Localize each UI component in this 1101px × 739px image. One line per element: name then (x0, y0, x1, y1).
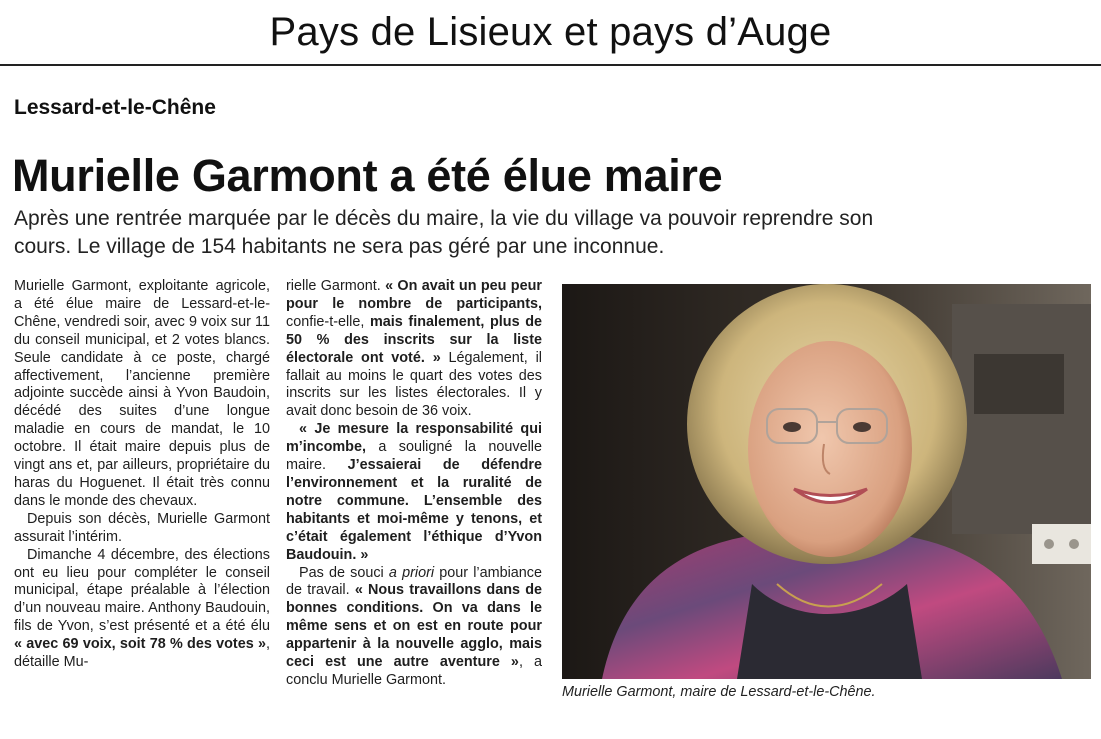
col2-p1-end: Légalement, il fallait au moins le quart des votes des inscrits sur les listes électorales. Il y avait donc besoin de 36 voix. (286, 349, 542, 420)
col2-p1-mid: confie-t-elle, (286, 313, 370, 330)
article-column-1 (14, 278, 270, 672)
col2-p2-quote-2: J’essaierai de défendre l’environnement et la ruralité de notre commune. L’ensemble des habitants et moi-même y tenons, et c’était également l’éthique d’Yvon Baudouin. » (286, 457, 542, 563)
article-standfirst: Après une rentrée marquée par le décès du maire, la vie du village va pouvoir reprendre son cours. Le village de 154 habitants ne sera pas géré par une inconnue. (14, 207, 874, 258)
col2-p3-start: Pas de souci (299, 564, 389, 581)
section-banner: Pays de Lisieux et pays d’Auge (269, 10, 832, 54)
col2-p1-quote-1: « On avait un peu peur pour le nombre de participants, (286, 278, 542, 312)
portrait-illustration (562, 284, 1091, 679)
col2-p1-start: rielle Garmont. (286, 278, 386, 294)
col1-p3-quote: « avec 69 voix, soit 78 % des votes » (14, 636, 266, 653)
col1-paragraph-2: Depuis son décès, Murielle Garmont assurait l’intérim. (14, 510, 270, 545)
col1-p3-end: , détaille Mu- (14, 636, 270, 671)
col2-p2-quote-1: « Je mesure la responsabilité qui m’incombe, (286, 421, 542, 456)
portrait-photo (562, 284, 1091, 679)
article-headline: Murielle Garmont a été élue maire (12, 150, 723, 201)
col2-paragraph-3 (286, 565, 542, 690)
banner-divider (0, 64, 1101, 66)
locality-kicker: Lessard-et-le-Chêne (14, 96, 216, 119)
col1-paragraph-3 (14, 547, 270, 672)
article-column-2 (286, 278, 542, 690)
col2-p2-mid: a souligné la nouvelle maire. (286, 439, 542, 474)
col2-p3-end: , a conclu Murielle Garmont. (286, 654, 543, 688)
col2-paragraph-2 (286, 421, 542, 564)
col2-p3-quote: « Nous travaillons dans de bonnes conditions. On va dans le même sens et on est en route pour appartenir à la nouvelle agglo, mais ceci est une autre aventure » (286, 582, 542, 671)
col2-p3-mid: pour l’ambiance de travail. (286, 564, 542, 599)
col1-p3-text: Dimanche 4 décembre, des élections ont eu lieu pour compléter le conseil municipal, étape préalable à l’élection d’un nouveau maire. Anthony Baudouin, fils de Yvon, s’est présenté et a été élu (14, 546, 270, 635)
col2-p3-italic: a priori (388, 564, 435, 581)
col2-p1-quote-2: mais finalement, plus de 50 % des inscrits sur la liste électorale ont voté. » (286, 313, 542, 366)
photo-caption: Murielle Garmont, maire de Lessard-et-le-Chêne. (562, 684, 876, 700)
col1-paragraph-1: Murielle Garmont, exploitante agricole, a été élue maire de Lessard-et-le-Chêne, vendredi soir, avec 9 voix sur 11 du conseil municipal, et 2 votes blancs. Seule candidate à ce poste, chargé affectivement, l’ancienne première adjointe succède ainsi à Yvon Baudoin, décédé des suites d’une longue maladie en cours de mandat, le 10 octobre. Il était maire depuis plus de vingt ans et, par ailleurs, propriétaire du haras du Hoguenet. Il était très connu dans le monde des chevaux. (14, 278, 270, 509)
col2-paragraph-1 (286, 278, 542, 421)
